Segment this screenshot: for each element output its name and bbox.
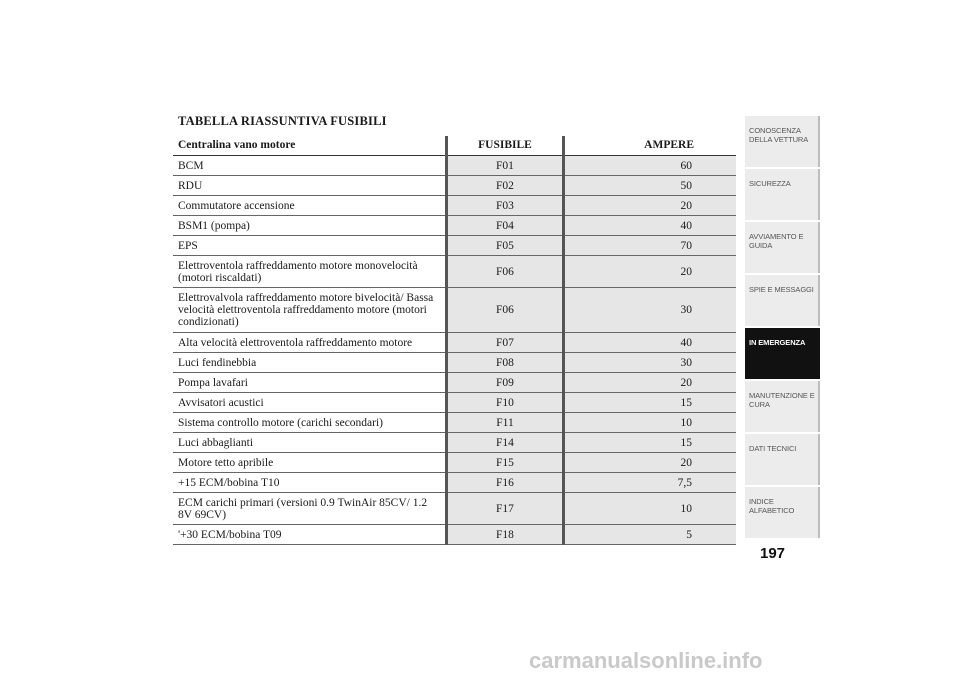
table-row xyxy=(173,493,736,525)
row-fuse: F08 xyxy=(447,353,564,373)
row-ampere: 5 xyxy=(563,525,736,545)
row-fuse: F06 xyxy=(447,256,564,288)
row-ampere: 10 xyxy=(563,413,736,433)
row-description: +15 ECM/bobina T10 xyxy=(173,473,447,493)
row-ampere: 70 xyxy=(563,236,736,256)
fuse-table xyxy=(173,136,736,545)
tab-edge xyxy=(818,434,820,485)
chapter-tab[interactable] xyxy=(745,169,818,220)
table-row xyxy=(173,236,736,256)
row-description: RDU xyxy=(173,176,447,196)
table-row xyxy=(173,473,736,493)
chapter-tab[interactable] xyxy=(745,222,818,273)
row-description: Commutatore accensione xyxy=(173,196,447,216)
row-description: BCM xyxy=(173,156,447,176)
table-row xyxy=(173,333,736,353)
row-description: Sistema controllo motore (carichi secondari) xyxy=(173,413,447,433)
table-header-row xyxy=(173,136,736,156)
tab-edge xyxy=(818,275,820,326)
row-ampere: 20 xyxy=(563,453,736,473)
table-row xyxy=(173,433,736,453)
row-ampere: 20 xyxy=(563,196,736,216)
table-row xyxy=(173,256,736,288)
row-fuse: F05 xyxy=(447,236,564,256)
row-fuse: F04 xyxy=(447,216,564,236)
chapter-tab[interactable] xyxy=(745,487,818,538)
chapter-tab[interactable] xyxy=(745,328,818,379)
row-description: Elettroventola raffreddamento motore monovelocità (motori riscaldati) xyxy=(173,256,447,288)
row-fuse: F06 xyxy=(447,288,564,333)
row-fuse: F01 xyxy=(447,156,564,176)
chapter-tab-label: SICUREZZA xyxy=(749,179,791,188)
row-fuse: F17 xyxy=(447,493,564,525)
row-description: Luci abbaglianti xyxy=(173,433,447,453)
table-row xyxy=(173,413,736,433)
chapter-tab[interactable] xyxy=(745,275,818,326)
row-fuse: F10 xyxy=(447,393,564,413)
tab-edge xyxy=(818,487,820,538)
table-row xyxy=(173,353,736,373)
chapter-tabs xyxy=(745,116,818,540)
row-fuse: F02 xyxy=(447,176,564,196)
section-title: TABELLA RIASSUNTIVA FUSIBILI xyxy=(178,114,387,128)
row-description: Luci fendinebbia xyxy=(173,353,447,373)
row-ampere: 15 xyxy=(563,393,736,413)
tab-edge xyxy=(818,116,820,167)
row-ampere: 7,5 xyxy=(563,473,736,493)
table-row xyxy=(173,216,736,236)
chapter-tab-label: IN EMERGENZA xyxy=(749,338,806,347)
row-description: Avvisatori acustici xyxy=(173,393,447,413)
table-row xyxy=(173,156,736,176)
row-ampere: 60 xyxy=(563,156,736,176)
row-ampere: 50 xyxy=(563,176,736,196)
chapter-tab-label: AVVIAMENTO E GUIDA xyxy=(749,232,804,250)
row-description: ECM carichi primari (versioni 0.9 TwinAir 85CV/ 1.2 8V 69CV) xyxy=(173,493,447,525)
column-header-ampere: AMPERE xyxy=(563,136,736,156)
row-ampere: 15 xyxy=(563,433,736,453)
table-row xyxy=(173,288,736,333)
chapter-tab-label: SPIE E MESSAGGI xyxy=(749,285,814,294)
chapter-tab[interactable] xyxy=(745,434,818,485)
row-fuse: F07 xyxy=(447,333,564,353)
row-fuse: F03 xyxy=(447,196,564,216)
row-description: '+30 ECM/bobina T09 xyxy=(173,525,447,545)
chapter-tab-label: DATI TECNICI xyxy=(749,444,797,453)
table-row xyxy=(173,196,736,216)
table-row xyxy=(173,525,736,545)
row-description: BSM1 (pompa) xyxy=(173,216,447,236)
tab-edge xyxy=(818,381,820,432)
row-description: Motore tetto apribile xyxy=(173,453,447,473)
table-row xyxy=(173,453,736,473)
row-fuse: F15 xyxy=(447,453,564,473)
row-fuse: F16 xyxy=(447,473,564,493)
table-row xyxy=(173,373,736,393)
table-row xyxy=(173,176,736,196)
table-row xyxy=(173,393,736,413)
chapter-tab[interactable] xyxy=(745,116,818,167)
tab-edge xyxy=(818,222,820,273)
row-ampere: 20 xyxy=(563,373,736,393)
column-header-description: Centralina vano motore xyxy=(173,136,447,156)
chapter-tab-label: INDICE ALFABETICO xyxy=(749,497,795,515)
row-description: EPS xyxy=(173,236,447,256)
row-fuse: F09 xyxy=(447,373,564,393)
chapter-tab-label: CONOSCENZA DELLA VETTURA xyxy=(749,126,809,144)
row-ampere: 10 xyxy=(563,493,736,525)
row-fuse: F14 xyxy=(447,433,564,453)
chapter-tab-label: MANUTENZIONE E CURA xyxy=(749,391,815,409)
row-fuse: F18 xyxy=(447,525,564,545)
row-ampere: 30 xyxy=(563,288,736,333)
column-header-fuse: FUSIBILE xyxy=(447,136,564,156)
row-description: Alta velocità elettroventola raffreddamento motore xyxy=(173,333,447,353)
watermark: carmanualsonline.info xyxy=(529,648,763,673)
tab-edge xyxy=(818,169,820,220)
chapter-tab[interactable] xyxy=(745,381,818,432)
page-number: 197 xyxy=(760,545,786,562)
row-ampere: 40 xyxy=(563,333,736,353)
row-ampere: 40 xyxy=(563,216,736,236)
row-fuse: F11 xyxy=(447,413,564,433)
tab-edge xyxy=(818,328,820,379)
row-ampere: 20 xyxy=(563,256,736,288)
row-ampere: 30 xyxy=(563,353,736,373)
row-description: Elettrovalvola raffreddamento motore bivelocità/ Bassa velocità elettroventola raffreddamento motore (motori condizionati) xyxy=(173,288,447,333)
row-description: Pompa lavafari xyxy=(173,373,447,393)
